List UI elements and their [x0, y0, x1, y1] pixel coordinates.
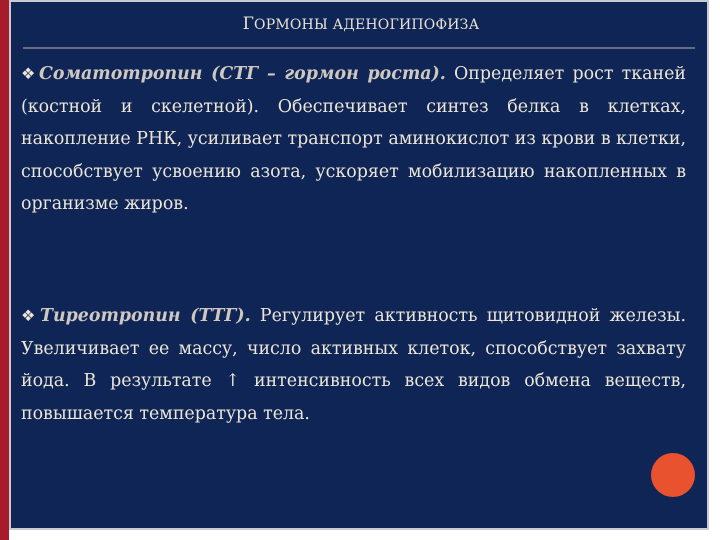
section-term: Тиреотропин (ТТГ).: [40, 306, 251, 326]
diamond-bullet-icon: ❖: [21, 64, 39, 83]
diamond-bullet-icon: ❖: [21, 306, 40, 325]
title-first-letter: Г: [242, 14, 255, 34]
section-term: Соматотропин (СТГ – гормон роста).: [39, 64, 446, 84]
section-thyrotropin: [21, 300, 686, 430]
decorative-circle-icon: [651, 453, 695, 497]
section-somatotropin: [21, 58, 686, 221]
accent-bar: [0, 0, 9, 540]
section-text: Регулирует активность щитовидной железы. Увеличивает ее массу, число активных клеток, способствует захвату йода. В результате ↑ интенсивность всех видов обмена веществ, повышается температура тела.: [21, 306, 686, 424]
slide-panel: [9, 0, 709, 530]
slide-title: [11, 14, 711, 34]
title-divider: [23, 47, 695, 49]
title-rest: ОРМОНЫ АДЕНОГИПОФИЗА: [254, 17, 480, 33]
section-text: Определяет рост тканей (костной и скелетной). Обеспечивает синтез белка в клетках, накопление РНК, усиливает транспорт аминокислот из крови в клетки, способствует усвоению азота, ускоряет мобилизацию накопленных в организме жиров.: [21, 64, 686, 214]
